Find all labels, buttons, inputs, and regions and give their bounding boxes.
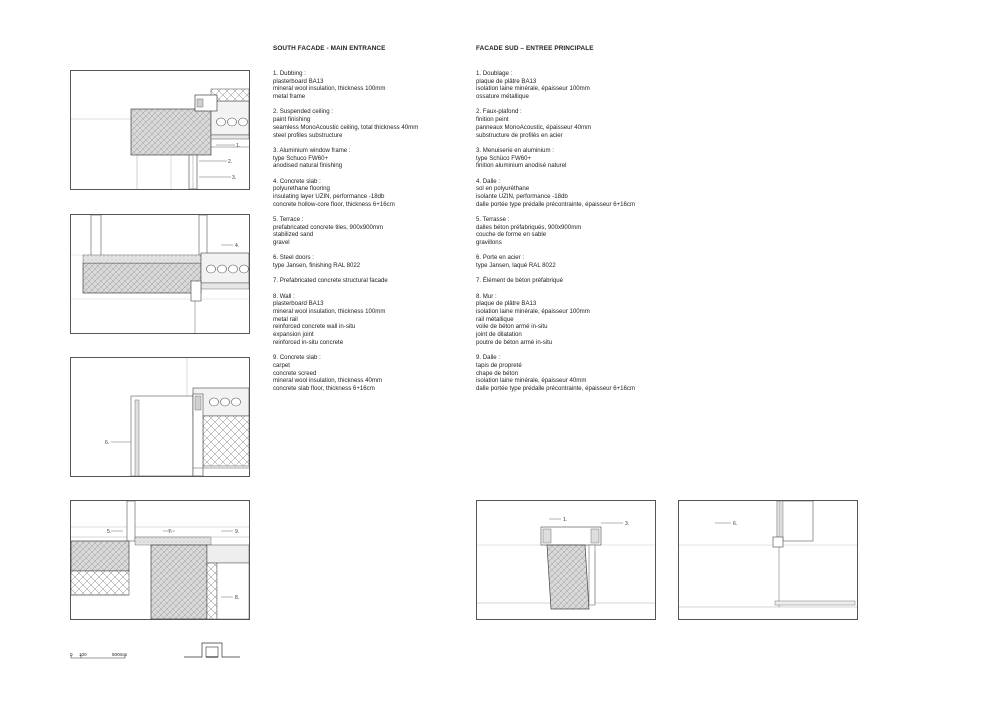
detail-3-steel-door <box>70 357 250 477</box>
legend-en-item-line: mineral wool insulation, thickness 100mm <box>273 85 386 93</box>
legend-fr-item-line: plaque de plâtre BA13 <box>476 77 537 85</box>
legend-fr-item-line: finition aluminium anodisé naturel <box>476 162 567 170</box>
legend-fr-item-line: isolation laine minérale, épaisseur 40mm <box>476 377 587 385</box>
legend-fr-item-8 <box>476 293 635 347</box>
legend-fr-item-line: couche de forme en sable <box>476 231 547 239</box>
legend-fr-item-line: dalle portée type prédalle précontrainte, épaisseur 6+16cm <box>476 200 636 208</box>
d3-callout: 6. <box>105 440 110 446</box>
legend-fr-item-2 <box>476 108 635 139</box>
legend-en-item-7 <box>273 277 418 285</box>
legend-en-item-line: mineral wool insulation, thickness 100mm <box>273 308 386 316</box>
legend-fr-item-line: voile de béton armé in-situ <box>476 323 548 331</box>
legend-en-item-line: expansion joint <box>273 331 314 339</box>
detail-5-window-column <box>476 500 656 620</box>
legend-fr-item-title: 3. Menuiserie en aluminium : <box>476 146 554 154</box>
d5-callout: 3. <box>625 521 630 527</box>
legend-en-item-line: carpet <box>273 361 290 369</box>
legend-fr-item-line: sol en polyuréthane <box>476 185 530 193</box>
legend-en-item-title: 5. Terrace : <box>273 215 304 223</box>
d2-callout: 4. <box>235 243 240 249</box>
legend-fr-item-3 <box>476 147 635 170</box>
legend-en-item-title: 1. Dubbing : <box>273 70 306 77</box>
d1-callout: 3. <box>232 175 237 181</box>
legend-fr-item-title: 1. Doublage : <box>476 70 513 77</box>
legend-fr-item-title: 8. Mur : <box>476 292 497 300</box>
d1-callout: 1. <box>236 143 241 149</box>
legend-en-item-line: concrete hollow-core floor, thickness 6+16cm <box>273 200 395 208</box>
legend-fr-item-5 <box>476 216 635 247</box>
d1-callout: 2. <box>228 159 233 165</box>
legend-french <box>476 70 635 400</box>
legend-en-item-line: stabilized sand <box>273 231 314 239</box>
legend-en-item-title: 6. Steel doors : <box>273 254 314 262</box>
legend-en-item-line: plasterboard BA13 <box>273 77 324 85</box>
legend-en-item-9 <box>273 354 418 393</box>
legend-en-item-line: plasterboard BA13 <box>273 300 324 308</box>
legend-en-item-5 <box>273 216 418 247</box>
legend-en-item-line: concrete screed <box>273 369 317 377</box>
detail-6-steel-door-elevation <box>678 500 858 620</box>
heading-french: FACADE SUD – ENTREE PRINCIPALE <box>476 45 594 52</box>
legend-fr-item-title: 2. Faux-plafond : <box>476 108 522 116</box>
legend-en-item-title: 2. Suspended ceiling : <box>273 108 333 116</box>
heading-english: SOUTH FACADE - MAIN ENTRANCE <box>273 45 386 52</box>
legend-fr-item-line: type Jansen, laqué RAL 8022 <box>476 262 556 270</box>
legend-en-item-line: concrete slab floor, thickness 6+16cm <box>273 384 375 392</box>
legend-fr-item-title: 6. Porte en acier : <box>476 254 525 262</box>
d4-callout: 5. <box>107 529 112 535</box>
legend-fr-item-title: 5. Terrasse : <box>476 215 510 223</box>
d4-callout: 7. <box>168 529 173 535</box>
legend-en-item-line: prefabricated concrete tiles, 900x900mm <box>273 223 384 231</box>
legend-en-item-title: 8. Wall : <box>273 292 295 300</box>
d4-callout: 8. <box>235 595 240 601</box>
legend-fr-item-line: substructure de profilés en acier <box>476 131 563 139</box>
legend-fr-item-line: tapis de propreté <box>476 361 522 369</box>
legend-fr-item-line: finition peint <box>476 116 509 124</box>
d5-callout: 1. <box>563 517 568 523</box>
legend-en-item-6 <box>273 254 418 269</box>
legend-en-item-line: insulating layer UZIN, performance -18db <box>273 192 385 200</box>
legend-en-item-4 <box>273 178 418 209</box>
legend-en-item-line: gravel <box>273 239 290 247</box>
legend-fr-item-line: gravillons <box>476 239 502 247</box>
legend-en-item-line: mineral wool insulation, thickness 40mm <box>273 377 383 385</box>
legend-fr-item-line: panneaux MonoAcoustic, épaisseur 40mm <box>476 123 592 131</box>
d6-callout: 6. <box>733 521 738 527</box>
legend-en-item-2 <box>273 108 418 139</box>
legend-english <box>273 70 418 400</box>
legend-fr-item-line: isolante UZIN, performance -18db <box>476 192 568 200</box>
legend-en-item-line: reinforced in-situ concrete <box>273 338 344 346</box>
legend-fr-item-6 <box>476 254 635 269</box>
key-plan <box>182 637 242 663</box>
legend-fr-item-line: plaque de plâtre BA13 <box>476 300 537 308</box>
legend-fr-item-line: chape de béton <box>476 369 519 377</box>
legend-en-item-line: seamless MonoAcoustic ceiling, total thickness 40mm <box>273 123 419 131</box>
legend-en-item-line: polyurethane flooring <box>273 185 330 193</box>
scale-label-100: 100 <box>79 652 87 657</box>
legend-en-item-line: type Jansen, finishing RAL 8022 <box>273 262 361 270</box>
legend-fr-item-line: poutre de béton armé in-situ <box>476 338 553 346</box>
legend-en-item-8 <box>273 293 418 347</box>
scale-label-0: 0 <box>70 652 73 657</box>
legend-en-item-title: 3. Aluminium window frame : <box>273 146 351 154</box>
legend-en-item-title: 7. Prefabricated concrete structural facade <box>273 277 388 285</box>
legend-fr-item-title: 9. Dalle : <box>476 354 501 362</box>
legend-en-item-line: metal rail <box>273 315 298 323</box>
detail-1-dubbing-ceiling <box>70 70 250 190</box>
legend-fr-item-4 <box>476 178 635 209</box>
detail-4-facade-wall <box>70 500 250 620</box>
legend-fr-item-line: joint de dilatation <box>476 331 522 339</box>
legend-fr-item-1 <box>476 70 635 101</box>
legend-fr-item-line: isolation laine minérale, épaisseur 100mm <box>476 308 590 316</box>
legend-fr-item-title: 7. Élément de béton préfabriqué <box>476 277 564 285</box>
detail-2-terrace-slab <box>70 214 250 334</box>
legend-fr-item-line: dalles béton préfabriqués, 900x900mm <box>476 223 582 231</box>
legend-fr-item-9 <box>476 354 635 393</box>
d4-callout: 9. <box>235 529 240 535</box>
legend-fr-item-7 <box>476 277 635 285</box>
legend-en-item-line: steel profiles substructure <box>273 131 343 139</box>
legend-fr-item-line: ossature métallique <box>476 93 529 101</box>
legend-en-item-line: paint finishing <box>273 116 311 124</box>
legend-en-item-3 <box>273 147 418 170</box>
legend-fr-item-line: isolation laine minérale, épaisseur 100mm <box>476 85 590 93</box>
legend-en-item-line: reinforced concrete wall in-situ <box>273 323 356 331</box>
legend-fr-item-title: 4. Dalle : <box>476 177 501 185</box>
scale-label-500: 500mm <box>112 652 128 657</box>
legend-fr-item-line: type Schüco FW60+ <box>476 154 532 162</box>
legend-en-item-1 <box>273 70 418 101</box>
legend-en-item-line: anodised natural finishing <box>273 162 343 170</box>
legend-en-item-line: type Schuco FW60+ <box>273 154 329 162</box>
legend-en-item-line: metal frame <box>273 93 306 101</box>
legend-en-item-title: 4. Concrete slab : <box>273 177 321 185</box>
legend-fr-item-line: rail métallique <box>476 315 514 323</box>
legend-fr-item-line: dalle portée type prédalle précontrainte, épaisseur 6+16cm <box>476 384 636 392</box>
legend-en-item-title: 9. Concrete slab : <box>273 354 321 362</box>
